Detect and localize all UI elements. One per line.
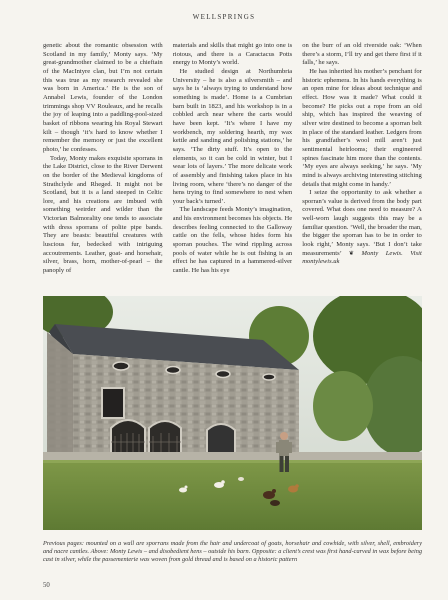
barn-arch [149,421,181,454]
page-number: 50 [43,582,50,589]
paragraph: Today, Monty makes exquisite sporrans in the Lake District, close to the River Derwent on the border of the Medieval kingdoms of Strathclyde and Rheged. It might not be Scotland, but it is a land steeped in Celtic lore, and his creations are imbued with something weirder and wilder than the Victorian Balmorality one tends to associate with dress sporrans of polite pipe bands. They are beasts: beautiful creatures with luscious fur, bedecked with intriguing accoutrements. Leather, goat- and horsehair, silver, brass, horn, mother-of-pearl – the panoply of [43,154,163,275]
article-body [43,42,422,287]
paragraph-final [302,189,422,267]
oval-window [263,374,275,380]
barn-photo-illustration [43,296,422,530]
paragraph: The landscape feeds Monty’s imagination, and his environment becomes his objects. He describes feeling connected to the Galloway cattle on the fells, whose hides form his sporran pouches. The wind rippling across pools of water while he is out fishing is an effect he has captured in a hammered-silver cantle. He has his eye [172,206,293,275]
barn-doorway [102,388,124,418]
article-column-3 [302,42,422,287]
paragraph: genetic about the romantic obsession with Scotland in my family,’ Monty says. ‘My great-grandmother claimed to be a chieftain of the MacIntyre clan, but I’m not certain this was true as my research revealed she was born in America.’ He is the son of Annabel Lewis, founder of the London trimmings shop VV Rouleaux, and he recalls the joy of leaping into a paddling-pool-sized basket of ribbons wearing his Royal Stewart kilt – though ‘it’s hard to know whether I remember the memory or just the excellent photo,’ he confesses. [43,42,163,153]
paragraph: materials and skills that might go into one is riotous, and there is a Caractacus Potts energy to Monty’s world. [172,42,293,67]
paragraph: on the burr of an old riverside oak: ‘When there’s a storm, I’ll try and get there first if it falls,’ he says. [302,42,422,67]
end-mark-icon: ❦ [348,250,354,257]
barn-arch [207,424,235,454]
barn-photo [43,296,422,530]
paragraph: He studied design at Northumbria University – he is also a silversmith – and says he is ‘always trying to understand how something is made’. Home is a Cumbrian barn built in 1823, and his workshop is in a cobbled arch near where the carts would have been kept. ‘It’s where I have my workbench, my soldering hearth, my wax kettle and sanding and polishing stations,’ he says. ‘The dirty stuff. It’s open to the elements, so it can be cold in winter, but I wear lots of layers.’ The more delicate work of assembly and finishing takes place in his living room, where ‘there’s no danger of the hens trying to find somewhere to nest when your back’s turned’. [172,67,293,205]
article-column-1 [43,42,163,287]
barn-arch [111,420,145,454]
section-header: WELLSPRINGS [192,13,256,21]
photo-caption: Previous pages: mounted on a wall are sporrans made from the hair and undercoat of goats, horsehair and cowhide, with silver, shell, embroidery and nacre cantles. Above: Monty Lewis – and disobedient hens – outside his barn. Opposite: a client’s crest was first hand-carved in wax before being cast in silver, while the passementerie was woven from gold thread and is based on a historic pattern [43,540,422,564]
shrub [313,371,373,441]
oval-window [113,362,129,370]
paragraph-text: I seize the opportunity to ask whether a sporran’s value is derived from the body part covered. What does one need to measure? A well-worn laugh suggests this may be a familiar question. ‘Well, the broader the man, the bigger the sporran has to be in order to look right,’ Monty says. ‘But I don’t take measurements’ [302,189,422,257]
oval-window [166,367,180,374]
article-credit: Monty Lewis. Visit montylewis.uk [302,249,422,266]
oval-window [216,371,230,378]
article-column-2 [173,42,293,287]
paragraph: He has inherited his mother’s penchant for historic ephemera. In his hands everything is an open mine for ideas about technique and effect. How was it made? What could it become? He picks out a rope from an old ship, which has inspired the weaving of silver wire destined to become a sporran belt in place of the standard leather. Ledgers from his grandfather’s wool mill aren’t just sentimental heirlooms; their engineered spines fascinate him more than the contents. ‘My eyes are always seeking,’ he says. ‘My mind is always archiving interesting stitching details that might come in handy.’ [302,67,422,188]
lawn [43,460,422,530]
